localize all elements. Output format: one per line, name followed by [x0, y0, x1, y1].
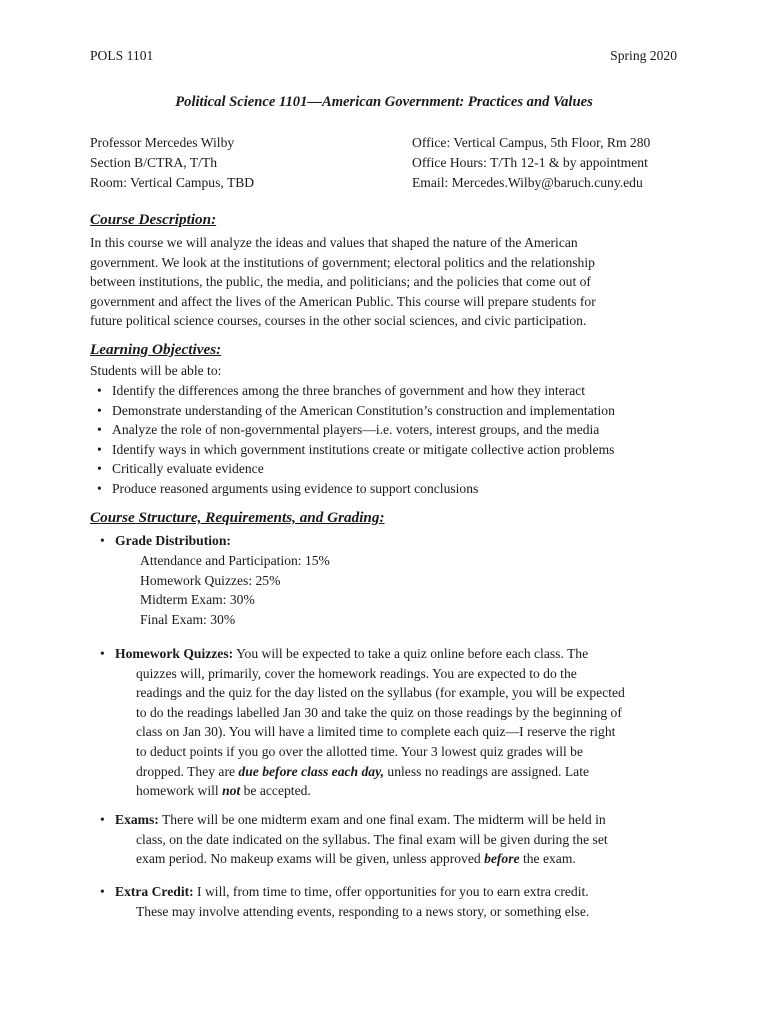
- bullet-icon: •: [97, 422, 102, 438]
- description-line: between institutions, the public, the media, and politicians; and the policies that come out of: [90, 274, 591, 290]
- extra-credit-line: These may involve attending events, responding to a news story, or something else.: [136, 903, 590, 919]
- bullet-icon: •: [100, 884, 105, 899]
- homework-line: dropped. They are due before class each day, unless no readings are assigned. Late: [136, 763, 590, 779]
- list-item: • Critically evaluate evidence: [97, 459, 615, 479]
- homework-line: class on Jan 30). You will have a limited time to complete each quiz—I reserve the right: [136, 724, 616, 740]
- professor-name: Professor Mercedes Wilby: [90, 135, 235, 150]
- section: Section B/CTRA, T/Th: [90, 155, 218, 170]
- term: Spring 2020: [610, 48, 677, 63]
- grade-item: Attendance and Participation: 15%: [140, 553, 330, 568]
- description-line: government and affect the lives of the American Public. This course will prepare students for: [90, 293, 596, 309]
- list-item: • Identify the differences among the three branches of government and how they interact: [97, 381, 615, 401]
- homework-line: readings and the quiz for the day listed on the syllabus (for example, you will be expected: [136, 685, 625, 701]
- bullet-icon: •: [100, 812, 105, 827]
- description-line: government. We look at the institutions of government; electoral politics and the relationship: [90, 254, 595, 270]
- course-description-heading: Course Description:: [90, 211, 217, 228]
- grade-item: Midterm Exam: 30%: [140, 592, 255, 608]
- room: Room: Vertical Campus, TBD: [90, 175, 255, 190]
- email: Email: Mercedes.Wilby@baruch.cuny.edu: [412, 175, 643, 190]
- description-line: future political science courses, courses in the other social sciences, and civic participation.: [90, 313, 587, 329]
- list-item: • Analyze the role of non-governmental players—i.e. voters, interest groups, and the media: [97, 420, 615, 440]
- homework-quizzes-section: • Homework Quizzes: You will be expected to take a quiz online before each class. The quizzes will, primarily, cover the homework readings. You are expected to do the readings and the quiz for the day listed on the syllabus (for example, you will be expected to do the readings labelled Jan 30 and take the quiz on those readings by the beginning of class on Jan 30). You will have a limited time to complete each quiz—I reserve the right to deduct points if you go over the allotted time. Your 3 lowest quiz grades will be dropped. They are due before class each day, unless no readings are assigned. Late homework will not be accepted.: [100, 644, 625, 801]
- grade-distribution-list: [140, 551, 330, 629]
- homework-line: homework will not be accepted.: [136, 783, 311, 799]
- bullet-icon: •: [97, 383, 102, 398]
- page-title: Political Science 1101—American Government: Practices and Values: [175, 94, 593, 110]
- course-description-body: [90, 233, 690, 331]
- objectives-intro: Students will be able to:: [90, 363, 222, 378]
- grade-distribution-heading: • Grade Distribution:: [100, 531, 231, 551]
- bullet-icon: •: [100, 646, 105, 661]
- bullet-icon: •: [97, 461, 102, 477]
- office-info: [412, 133, 650, 193]
- list-item: • Produce reasoned arguments using evidence to support conclusions: [97, 479, 615, 499]
- exams-section: • Exams: There will be one midterm exam and one final exam. The midterm will be held in class, on the date indicated on the syllabus. The final exam will be given during the set exam period. No makeup exams will be given, unless approved before the exam.: [100, 810, 608, 869]
- list-item: • Identify ways in which government institutions create or mitigate collective action problems: [97, 440, 615, 460]
- bullet-icon: •: [97, 441, 102, 457]
- bullet-icon: •: [97, 480, 102, 496]
- homework-label: Homework Quizzes:: [115, 646, 234, 661]
- list-item: • Demonstrate understanding of the American Constitution’s construction and implementation: [97, 401, 615, 421]
- homework-line: to do the readings labelled Jan 30 and take the quiz on those readings by the beginning of: [136, 704, 622, 720]
- grade-item: Final Exam: 30%: [140, 611, 236, 627]
- homework-line: quizzes will, primarily, cover the homework readings. You are expected to do the: [136, 665, 577, 681]
- learning-objectives-heading: Learning Objectives:: [90, 341, 222, 358]
- exams-label: Exams:: [115, 812, 159, 827]
- office: Office: Vertical Campus, 5th Floor, Rm 280: [412, 135, 651, 150]
- office-hours: Office Hours: T/Th 12-1 & by appointment: [412, 155, 648, 170]
- extra-credit-label: Extra Credit:: [115, 884, 194, 899]
- instructor-info: [90, 133, 254, 193]
- exams-line: exam period. No makeup exams will be given, unless approved before the exam.: [136, 851, 576, 867]
- extra-credit-section: • Extra Credit: I will, from time to time, offer opportunities for you to earn extra credit. These may involve attending events, responding to a news story, or something else.: [100, 882, 589, 921]
- structure-heading: Course Structure, Requirements, and Grading:: [90, 509, 385, 526]
- bullet-icon: •: [100, 533, 105, 548]
- description-line: In this course we will analyze the ideas and values that shaped the nature of the American: [90, 235, 578, 250]
- course-code: POLS 1101: [90, 48, 154, 63]
- grade-item: Homework Quizzes: 25%: [140, 572, 281, 588]
- homework-line: to deduct points if you go over the allotted time. Your 3 lowest quiz grades will be: [136, 743, 584, 759]
- objectives-list: [97, 381, 615, 499]
- exams-line: class, on the date indicated on the syllabus. The final exam will be given during the set: [136, 831, 608, 847]
- bullet-icon: •: [97, 402, 102, 418]
